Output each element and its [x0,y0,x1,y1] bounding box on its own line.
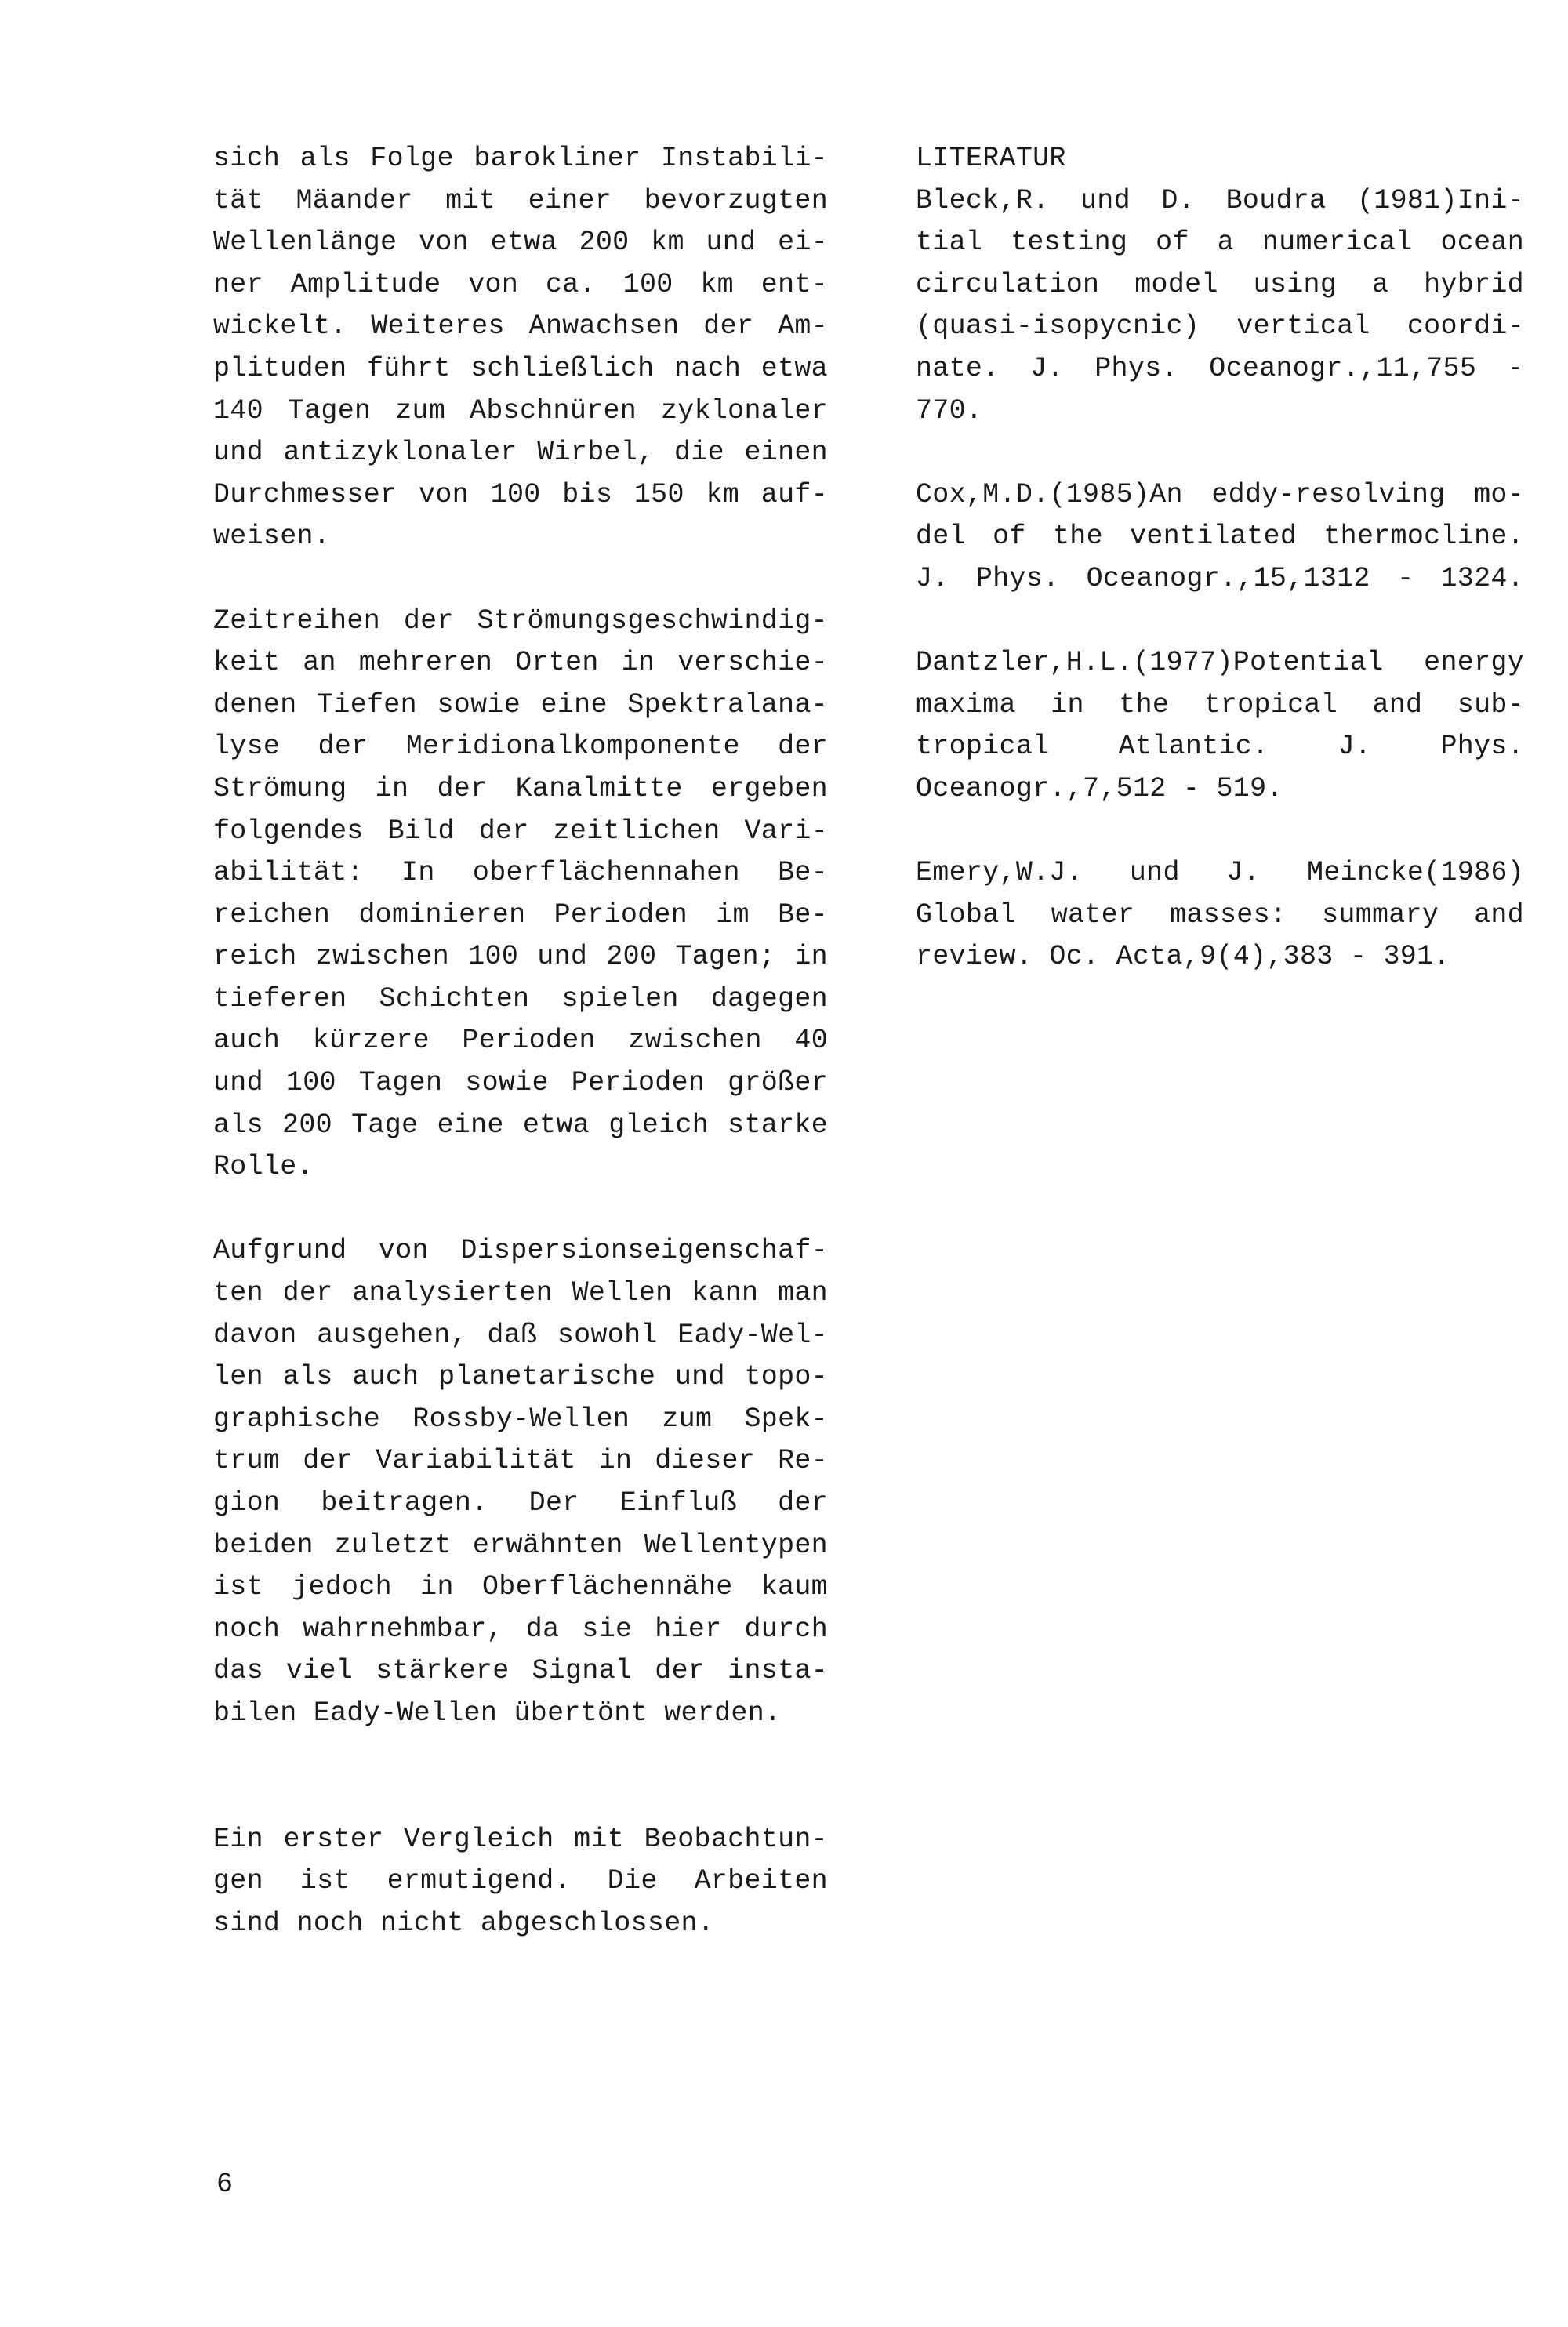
text-line: gion beitragen. Der Einfluß der [213,1487,828,1519]
text-line: lyse der Meridionalkomponente der [213,731,828,763]
reference-line: Cox,M.D.(1985)An eddy-resolving mo- [916,478,1524,510]
text-line: bilen Eady-Wellen übertönt werden. [213,1697,782,1729]
text-line: gen ist ermutigend. Die Arbeiten [213,1865,828,1897]
paragraph-3 [213,1230,828,1734]
text-line: reichen dominieren Perioden im Be- [213,898,828,931]
reference-4 [916,852,1524,978]
text-line: reich zwischen 100 und 200 Tagen; in [213,941,828,973]
text-line: Rolle. [213,1151,314,1183]
text-line: abilität: In oberflächennahen Be- [213,857,828,889]
text-line: Zeitreihen der Strömungsgeschwindig- [213,604,828,637]
text-line: plituden führt schließlich nach etwa [213,352,828,384]
text-line: tät Mäander mit einer bevorzugten [213,184,828,216]
text-line: 140 Tagen zum Abschnüren zyklonaler [213,394,828,427]
reference-line: circulation model using a hybrid [916,268,1524,300]
text-line: Aufgrund von Dispersionseigenschaf- [213,1235,828,1267]
text-line: ten der analysierten Wellen kann man [213,1277,828,1309]
reference-line: Global water masses: summary and [916,898,1524,931]
text-line: beiden zuletzt erwähnten Wellentypen [213,1529,828,1561]
text-line: tieferen Schichten spielen dagegen [213,982,828,1015]
reference-1 [916,180,1524,433]
text-line: weisen. [213,521,331,553]
reference-2 [916,474,1524,601]
text-line: Durchmesser von 100 bis 150 km auf- [213,478,828,510]
page-number: 6 [216,2169,234,2200]
reference-line: review. Oc. Acta,9(4),383 - 391. [916,941,1450,973]
text-line: folgendes Bild der zeitlichen Vari- [213,815,828,847]
text-line: denen Tiefen sowie eine Spektralana- [213,688,828,721]
reference-line: nate. J. Phys. Oceanogr.,11,755 - [916,352,1524,384]
text-line: Wellenlänge von etwa 200 km und ei- [213,227,828,259]
reference-line: J. Phys. Oceanogr.,15,1312 - 1324. [916,562,1524,594]
reference-line: Emery,W.J. und J. Meincke(1986) [916,857,1524,889]
text-line: keit an mehreren Orten in verschie- [213,647,828,679]
text-line: trum der Variabilität in dieser Re- [213,1445,828,1477]
reference-gap [916,432,1524,474]
text-line: Ein erster Vergleich mit Beobachtun- [213,1823,828,1855]
text-line: das viel stärkere Signal der insta- [213,1655,828,1687]
text-line: davon ausgehen, daß sowohl Eady-Wel- [213,1319,828,1351]
text-line: ist jedoch in Oberflächennähe kaum [213,1571,828,1603]
reference-line: maxima in the tropical and sub- [916,688,1524,721]
text-line: und 100 Tagen sowie Perioden größer [213,1067,828,1099]
reference-line: tropical Atlantic. J. Phys. [916,731,1524,763]
paragraph-1 [213,138,828,558]
reference-line: del of the ventilated thermocline. [916,521,1524,553]
paragraph-gap [213,1735,828,1819]
text-line: ner Amplitude von ca. 100 km ent- [213,268,828,300]
reference-gap [916,811,1524,853]
reference-line: Oceanogr.,7,512 - 519. [916,772,1283,804]
text-line: wickelt. Weiteres Anwachsen der Am- [213,310,828,343]
paragraph-4 [213,1819,828,1945]
text-line: graphische Rossby-Wellen zum Spek- [213,1403,828,1435]
reference-line: 770. [916,394,983,427]
text-line: len als auch planetarische und topo- [213,1361,828,1393]
references-heading: LITERATUR [916,143,1066,174]
reference-line: (quasi-isopycnic) vertical coordi- [916,310,1524,343]
right-column [916,138,1524,978]
reference-gap [916,601,1524,643]
left-column [213,138,828,1945]
text-line: auch kürzere Perioden zwischen 40 [213,1025,828,1057]
paragraph-gap [213,558,828,601]
text-line: und antizyklonaler Wirbel, die einen [213,437,828,469]
text-line: als 200 Tage eine etwa gleich starke [213,1109,828,1141]
text-line: sich als Folge barokliner Instabili- [213,143,828,174]
text-line: sind noch nicht abgeschlossen. [213,1907,715,1939]
text-line: Strömung in der Kanalmitte ergeben [213,772,828,804]
reference-line: tial testing of a numerical ocean [916,227,1524,259]
paragraph-gap [213,1189,828,1231]
reference-line: Bleck,R. und D. Boudra (1981)Ini- [916,184,1524,216]
paragraph-2 [213,601,828,1189]
reference-3 [916,642,1524,810]
reference-line: Dantzler,H.L.(1977)Potential energy [916,647,1524,679]
text-line: noch wahrnehmbar, da sie hier durch [213,1613,828,1645]
